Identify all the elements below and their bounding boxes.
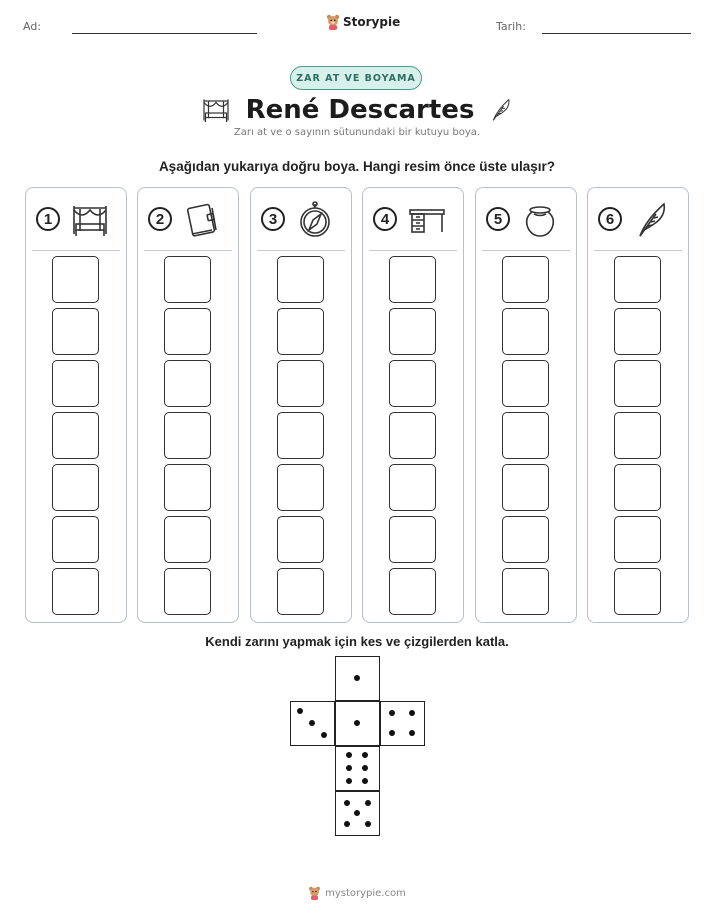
dice-face — [335, 791, 380, 836]
color-box[interactable] — [389, 464, 436, 511]
dice-pip — [321, 732, 327, 738]
column-number: 2 — [148, 207, 172, 231]
column-divider — [594, 250, 682, 251]
color-box[interactable] — [277, 464, 324, 511]
color-box[interactable] — [52, 256, 99, 303]
color-box[interactable] — [502, 568, 549, 615]
color-box[interactable] — [52, 516, 99, 563]
subtitle: Zarı at ve o sayının sütunundaki bir kutuyu boya. — [233, 127, 481, 138]
name-label: Ad: — [23, 20, 42, 33]
brand-name: Storypie — [343, 15, 401, 29]
canopy-bed-icon — [200, 95, 232, 125]
color-box[interactable] — [614, 360, 661, 407]
color-box[interactable] — [389, 412, 436, 459]
column-number: 1 — [36, 207, 60, 231]
color-box[interactable] — [502, 256, 549, 303]
dice-pip — [309, 720, 315, 726]
color-box[interactable] — [614, 568, 661, 615]
color-box[interactable] — [277, 516, 324, 563]
name-line — [72, 33, 257, 34]
dice-face — [335, 656, 380, 701]
color-box[interactable] — [52, 308, 99, 355]
color-box[interactable] — [389, 360, 436, 407]
column-divider — [482, 250, 570, 251]
dice-pip — [362, 752, 368, 758]
dice-pip — [362, 765, 368, 771]
color-box[interactable] — [164, 256, 211, 303]
column-4 — [362, 187, 464, 623]
book-icon — [182, 200, 222, 240]
pot-icon — [520, 200, 560, 240]
column-number: 6 — [598, 207, 622, 231]
date-line — [542, 33, 691, 34]
color-box[interactable] — [52, 360, 99, 407]
dice-pip — [389, 710, 395, 716]
bear-mascot-icon — [308, 886, 321, 900]
dice-pip — [344, 821, 350, 827]
color-box[interactable] — [389, 308, 436, 355]
color-box[interactable] — [52, 568, 99, 615]
dice-pip — [354, 675, 360, 681]
column-divider — [32, 250, 120, 251]
color-box[interactable] — [389, 568, 436, 615]
color-box[interactable] — [614, 464, 661, 511]
color-box[interactable] — [389, 516, 436, 563]
dice-face — [290, 701, 335, 746]
footer — [0, 886, 714, 900]
instruction: Aşağıdan yukarıya doğru boya. Hangi resim önce üste ulaşır? — [158, 159, 556, 174]
canopy-bed-icon — [70, 200, 110, 240]
column-divider — [257, 250, 345, 251]
color-box[interactable] — [52, 464, 99, 511]
dice-pip — [354, 810, 360, 816]
column-2 — [137, 187, 239, 623]
bear-mascot-icon — [326, 14, 340, 30]
column-divider — [369, 250, 457, 251]
color-box[interactable] — [164, 308, 211, 355]
column-number: 4 — [373, 207, 397, 231]
column-5 — [475, 187, 577, 623]
dice-face — [335, 746, 380, 791]
desk-icon — [407, 200, 447, 240]
brand-logo — [326, 14, 400, 30]
column-number: 5 — [486, 207, 510, 231]
color-box[interactable] — [164, 568, 211, 615]
color-box[interactable] — [277, 360, 324, 407]
color-box[interactable] — [277, 568, 324, 615]
color-box[interactable] — [277, 412, 324, 459]
color-box[interactable] — [614, 516, 661, 563]
color-box[interactable] — [502, 360, 549, 407]
color-box[interactable] — [502, 412, 549, 459]
footer-url: mystorypie.com — [325, 887, 406, 899]
dice-face — [335, 701, 380, 746]
color-box[interactable] — [389, 256, 436, 303]
dice-instruction: Kendi zarını yapmak için kes ve çizgilerden katla. — [205, 634, 509, 649]
color-box[interactable] — [277, 308, 324, 355]
dice-pip — [344, 800, 350, 806]
compass-icon — [295, 200, 335, 240]
color-box[interactable] — [277, 256, 324, 303]
color-box[interactable] — [502, 516, 549, 563]
color-box[interactable] — [502, 308, 549, 355]
color-box[interactable] — [614, 412, 661, 459]
dice-pip — [354, 720, 360, 726]
activity-badge: ZAR AT VE BOYAMA — [290, 66, 422, 90]
dice-pip — [365, 821, 371, 827]
dice-pip — [297, 708, 303, 714]
quill-icon — [632, 200, 672, 240]
color-box[interactable] — [164, 360, 211, 407]
quill-icon — [488, 95, 514, 125]
dice-face — [380, 701, 425, 746]
column-number: 3 — [261, 207, 285, 231]
dice-pip — [346, 752, 352, 758]
color-box[interactable] — [164, 412, 211, 459]
dice-pip — [389, 730, 395, 736]
dice-pip — [346, 778, 352, 784]
column-1 — [25, 187, 127, 623]
color-box[interactable] — [164, 464, 211, 511]
page-title: René Descartes — [245, 95, 475, 125]
color-box[interactable] — [614, 256, 661, 303]
color-box[interactable] — [614, 308, 661, 355]
color-box[interactable] — [52, 412, 99, 459]
title-row — [0, 90, 714, 130]
dice-pip — [362, 778, 368, 784]
column-6 — [587, 187, 689, 623]
color-box[interactable] — [164, 516, 211, 563]
column-divider — [144, 250, 232, 251]
dice-net — [290, 656, 425, 836]
color-box[interactable] — [502, 464, 549, 511]
dice-pip — [365, 800, 371, 806]
column-3 — [250, 187, 352, 623]
dice-pip — [409, 730, 415, 736]
date-label: Tarih: — [496, 20, 526, 33]
dice-pip — [346, 765, 352, 771]
dice-pip — [409, 710, 415, 716]
